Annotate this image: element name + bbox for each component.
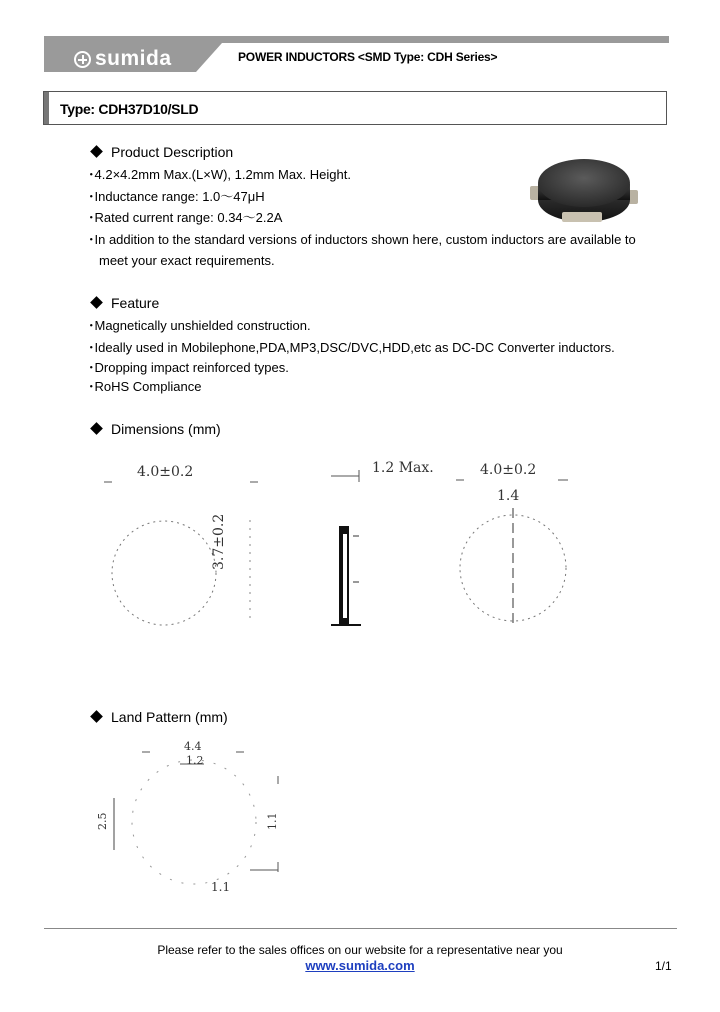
feature-item: ･Magnetically unshielded construction. [88, 318, 311, 333]
diamond-bullet-icon [90, 710, 103, 723]
side-view-drawing [325, 462, 375, 632]
side-height-label: 1.2 Max. [372, 460, 434, 476]
feature-item: ･Dropping impact reinforced types. [88, 360, 289, 375]
feature-title: Feature [90, 295, 159, 311]
sumida-logo [74, 48, 172, 70]
description-item: meet your exact requirements. [99, 253, 275, 268]
product-description-title: Product Description [90, 144, 233, 160]
diamond-bullet-icon [90, 296, 103, 309]
feature-item: ･RoHS Compliance [88, 379, 202, 394]
dimensions-title: Dimensions (mm) [90, 421, 221, 437]
brand-name: sumida [95, 47, 172, 70]
type-label: Type: CDH37D10/SLD [60, 101, 199, 117]
bottom-inner-label: 1.4 [497, 488, 520, 504]
website-link[interactable]: www.sumida.com [305, 958, 415, 973]
diamond-bullet-icon [90, 145, 103, 158]
footer-note: Please refer to the sales offices on our website for a representative near you [157, 943, 563, 957]
feature-item: ･Ideally used in Mobilephone,PDA,MP3,DSC/DVC,HDD,etc as DC-DC Converter inductors. [88, 340, 615, 355]
land-top-outer-label: 4.4 [184, 740, 202, 753]
land-bottom-width-label: 1.1 [211, 880, 231, 894]
footer-divider [44, 928, 677, 929]
land-left-height-label: 2.5 [96, 812, 109, 830]
inductor-photo [526, 150, 644, 228]
land-right-height-label: 1.1 [266, 812, 279, 830]
sumida-mark-icon [74, 51, 91, 68]
front-width-label: 4.0±0.2 [137, 464, 194, 480]
type-accent-bar [44, 92, 49, 124]
bottom-width-label: 4.0±0.2 [480, 462, 537, 478]
land-top-inner-label: 1.2 [186, 754, 204, 767]
diamond-bullet-icon [90, 422, 103, 435]
land-pattern-title: Land Pattern (mm) [90, 709, 228, 725]
type-box [43, 91, 667, 125]
front-view-drawing [100, 480, 270, 630]
header-title: POWER INDUCTORS <SMD Type: CDH Series> [238, 50, 498, 64]
description-item: ･Rated current range: 0.34～2.2A [88, 210, 283, 225]
description-item: ･Inductance range: 1.0～47μH [88, 189, 265, 204]
page-header [44, 36, 669, 72]
description-item: ･4.2×4.2mm Max.(L×W), 1.2mm Max. Height. [88, 167, 351, 182]
page-number: 1/1 [655, 959, 672, 973]
front-height-label: 3.7±0.2 [211, 513, 227, 570]
description-item: ･In addition to the standard versions of inductors shown here, custom inductors are available to [88, 232, 636, 247]
